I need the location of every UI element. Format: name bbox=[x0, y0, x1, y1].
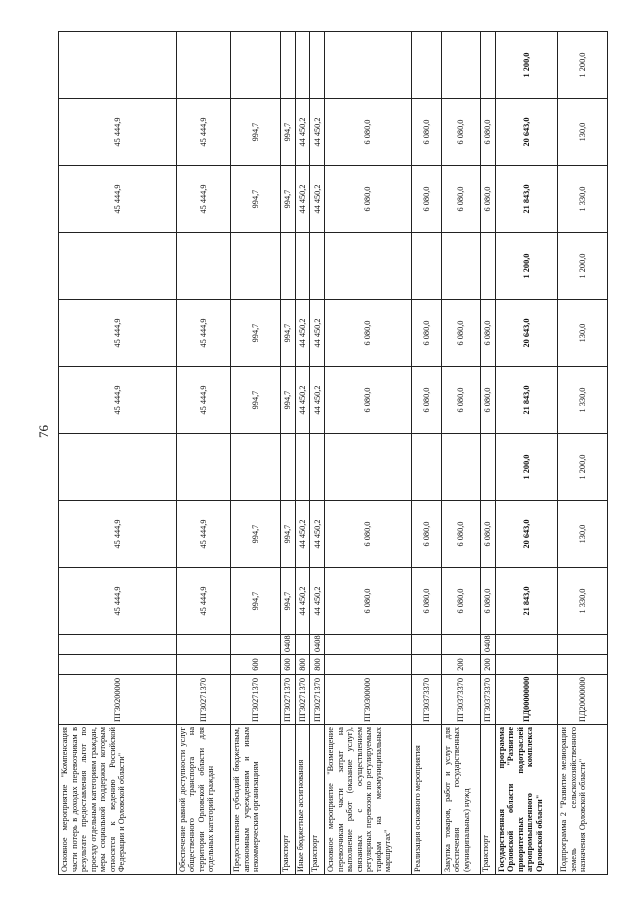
row-group-cell bbox=[495, 655, 558, 675]
row-value-1: 6 080,0 bbox=[441, 568, 480, 635]
row-code-cell: ПГ30373370 bbox=[411, 675, 441, 725]
row-value-5: 130,0 bbox=[558, 300, 608, 367]
row-value-7: 21 843,0 bbox=[495, 166, 558, 233]
row-value-2: 45 444,9 bbox=[176, 501, 230, 568]
row-value-2: 6 080,0 bbox=[325, 501, 412, 568]
row-value-5: 45 444,9 bbox=[59, 300, 177, 367]
row-value-3: 1 200,0 bbox=[558, 434, 608, 501]
row-value-4: 6 080,0 bbox=[480, 367, 495, 434]
row-section-cell bbox=[59, 635, 177, 655]
row-value-7: 6 080,0 bbox=[480, 166, 495, 233]
row-name-cell: Предоставление субсидий бюджетным, автономным учреждениям и иным некоммерческим организациям bbox=[231, 725, 281, 875]
table-row bbox=[310, 32, 325, 875]
row-value-8: 6 080,0 bbox=[441, 99, 480, 166]
row-value-3: 1 200,0 bbox=[495, 434, 558, 501]
row-value-3 bbox=[411, 434, 441, 501]
row-section-cell bbox=[558, 635, 608, 655]
row-value-7: 6 080,0 bbox=[325, 166, 412, 233]
row-section-cell: 0408 bbox=[480, 635, 495, 655]
row-code-cell: ПГ30271370 bbox=[310, 675, 325, 725]
table-row bbox=[495, 32, 558, 875]
row-section-cell bbox=[295, 635, 310, 655]
row-value-9: 1 200,0 bbox=[558, 32, 608, 99]
row-value-5: 994,7 bbox=[231, 300, 281, 367]
row-value-6 bbox=[280, 233, 295, 300]
row-value-9 bbox=[231, 32, 281, 99]
row-value-7: 44 450,2 bbox=[295, 166, 310, 233]
row-group-cell bbox=[325, 655, 412, 675]
row-value-7: 994,7 bbox=[231, 166, 281, 233]
row-name-cell: Реализация основного мероприятия bbox=[411, 725, 441, 875]
row-name-cell: Транспорт bbox=[280, 725, 295, 875]
row-value-3 bbox=[325, 434, 412, 501]
row-value-9 bbox=[59, 32, 177, 99]
row-value-8: 45 444,9 bbox=[59, 99, 177, 166]
row-value-6 bbox=[59, 233, 177, 300]
row-value-6 bbox=[310, 233, 325, 300]
row-code-cell: ПГ30271370 bbox=[231, 675, 281, 725]
row-value-3 bbox=[441, 434, 480, 501]
table-body bbox=[59, 32, 608, 875]
row-section-cell bbox=[411, 635, 441, 655]
row-section-cell bbox=[441, 635, 480, 655]
row-value-3 bbox=[310, 434, 325, 501]
row-value-1: 6 080,0 bbox=[480, 568, 495, 635]
row-value-5: 6 080,0 bbox=[480, 300, 495, 367]
row-code-cell: ПД20000000 bbox=[558, 675, 608, 725]
page-number: 76 bbox=[36, 425, 51, 438]
row-value-9 bbox=[176, 32, 230, 99]
row-value-9 bbox=[295, 32, 310, 99]
row-value-8: 44 450,2 bbox=[310, 99, 325, 166]
row-name-cell: Основное мероприятие "Компенсация части потерь в доходах перевозчикам в результате предоставления льгот по проезду отдельным категориям граждан, меры социальной поддержки которым относятся к ведению Российской Федерации и Орловской области" bbox=[59, 725, 177, 875]
row-value-8: 994,7 bbox=[231, 99, 281, 166]
row-value-4: 6 080,0 bbox=[325, 367, 412, 434]
row-section-cell bbox=[325, 635, 412, 655]
row-value-6: 1 200,0 bbox=[495, 233, 558, 300]
row-value-9: 1 200,0 bbox=[495, 32, 558, 99]
table-row bbox=[176, 32, 230, 875]
budget-table bbox=[58, 31, 608, 875]
row-value-5: 6 080,0 bbox=[411, 300, 441, 367]
row-value-7: 44 450,2 bbox=[310, 166, 325, 233]
row-value-2: 6 080,0 bbox=[441, 501, 480, 568]
row-value-4: 44 450,2 bbox=[295, 367, 310, 434]
row-value-4: 45 444,9 bbox=[59, 367, 177, 434]
row-value-4: 994,7 bbox=[280, 367, 295, 434]
row-value-1: 6 080,0 bbox=[325, 568, 412, 635]
row-value-2: 130,0 bbox=[558, 501, 608, 568]
row-value-5: 44 450,2 bbox=[295, 300, 310, 367]
row-code-cell: ПГ30300000 bbox=[325, 675, 412, 725]
row-value-3 bbox=[59, 434, 177, 501]
row-value-9 bbox=[441, 32, 480, 99]
row-value-8: 6 080,0 bbox=[480, 99, 495, 166]
row-value-2: 44 450,2 bbox=[295, 501, 310, 568]
table-row bbox=[295, 32, 310, 875]
row-value-1: 6 080,0 bbox=[411, 568, 441, 635]
row-name-cell: Обеспечение равной доступности услуг общественного транспорта на территории Орловской области для отдельных категорий граждан bbox=[176, 725, 230, 875]
row-group-cell: 600 bbox=[280, 655, 295, 675]
row-value-4: 1 330,0 bbox=[558, 367, 608, 434]
row-section-cell bbox=[231, 635, 281, 655]
row-value-9 bbox=[411, 32, 441, 99]
row-section-cell bbox=[176, 635, 230, 655]
row-value-1: 45 444,9 bbox=[176, 568, 230, 635]
row-value-4: 45 444,9 bbox=[176, 367, 230, 434]
row-value-6 bbox=[441, 233, 480, 300]
row-name-cell: Закупка товаров, работ и услуг для обеспечения государственных (муниципальных) нужд bbox=[441, 725, 480, 875]
row-value-8: 130,0 bbox=[558, 99, 608, 166]
row-value-1: 45 444,9 bbox=[59, 568, 177, 635]
table-row bbox=[480, 32, 495, 875]
row-value-5: 6 080,0 bbox=[325, 300, 412, 367]
row-value-8: 45 444,9 bbox=[176, 99, 230, 166]
row-value-9 bbox=[310, 32, 325, 99]
row-value-9 bbox=[280, 32, 295, 99]
row-value-5: 20 643,0 bbox=[495, 300, 558, 367]
row-value-6 bbox=[295, 233, 310, 300]
row-group-cell: 800 bbox=[295, 655, 310, 675]
row-value-9 bbox=[480, 32, 495, 99]
row-value-8: 20 643,0 bbox=[495, 99, 558, 166]
row-group-cell bbox=[176, 655, 230, 675]
row-name-cell: Иные бюджетные ассигнования bbox=[295, 725, 310, 875]
row-value-2: 6 080,0 bbox=[480, 501, 495, 568]
row-group-cell: 200 bbox=[441, 655, 480, 675]
row-value-6 bbox=[325, 233, 412, 300]
row-value-3 bbox=[231, 434, 281, 501]
row-value-5: 994,7 bbox=[280, 300, 295, 367]
row-value-6 bbox=[411, 233, 441, 300]
row-value-9 bbox=[325, 32, 412, 99]
row-value-8: 6 080,0 bbox=[411, 99, 441, 166]
row-value-7: 6 080,0 bbox=[411, 166, 441, 233]
row-group-cell bbox=[59, 655, 177, 675]
table-row bbox=[231, 32, 281, 875]
row-name-cell: Основное мероприятие "Возмещение перевозчикам части затрат на выполнение работ (оказание услуг), связанных с осуществлением регулярных перевозок по регулируемым тарифам на межмуниципальных маршрутах" bbox=[325, 725, 412, 875]
row-group-cell bbox=[411, 655, 441, 675]
row-value-4: 21 843,0 bbox=[495, 367, 558, 434]
row-value-2: 44 450,2 bbox=[310, 501, 325, 568]
row-section-cell bbox=[495, 635, 558, 655]
row-value-2: 20 643,0 bbox=[495, 501, 558, 568]
row-value-1: 21 843,0 bbox=[495, 568, 558, 635]
budget-table-container bbox=[58, 42, 608, 875]
row-value-1: 44 450,2 bbox=[295, 568, 310, 635]
table-row bbox=[280, 32, 295, 875]
row-code-cell: ПГ30271370 bbox=[176, 675, 230, 725]
row-value-7: 6 080,0 bbox=[441, 166, 480, 233]
row-value-3 bbox=[295, 434, 310, 501]
row-value-5: 45 444,9 bbox=[176, 300, 230, 367]
row-value-3 bbox=[280, 434, 295, 501]
table-row bbox=[411, 32, 441, 875]
row-name-cell: Транспорт bbox=[310, 725, 325, 875]
row-group-cell: 800 bbox=[310, 655, 325, 675]
table-row bbox=[558, 32, 608, 875]
row-group-cell: 600 bbox=[231, 655, 281, 675]
row-name-cell: Подпрограмма 2 "Развитие мелиорации земель сельскохозяйственного назначения Орловской области" bbox=[558, 725, 608, 875]
table-row bbox=[325, 32, 412, 875]
row-value-7: 45 444,9 bbox=[176, 166, 230, 233]
row-value-6: 1 200,0 bbox=[558, 233, 608, 300]
row-code-cell: ПГ30373370 bbox=[480, 675, 495, 725]
row-value-7: 45 444,9 bbox=[59, 166, 177, 233]
table-row bbox=[441, 32, 480, 875]
row-value-8: 44 450,2 bbox=[295, 99, 310, 166]
row-code-cell: ПД00000000 bbox=[495, 675, 558, 725]
row-value-2: 45 444,9 bbox=[59, 501, 177, 568]
row-value-7: 1 330,0 bbox=[558, 166, 608, 233]
row-name-cell: Государственная программа Орловской области "Развитие приоритетных подотраслей агропромышленного комплекса Орловской области" bbox=[495, 725, 558, 875]
row-value-2: 6 080,0 bbox=[411, 501, 441, 568]
row-group-cell bbox=[558, 655, 608, 675]
table-row bbox=[59, 32, 177, 875]
row-value-4: 6 080,0 bbox=[441, 367, 480, 434]
row-code-cell: ПГ30200000 bbox=[59, 675, 177, 725]
row-value-6 bbox=[480, 233, 495, 300]
row-section-cell: 0408 bbox=[280, 635, 295, 655]
row-value-7: 994,7 bbox=[280, 166, 295, 233]
row-value-2: 994,7 bbox=[280, 501, 295, 568]
row-value-2: 994,7 bbox=[231, 501, 281, 568]
row-value-5: 44 450,2 bbox=[310, 300, 325, 367]
row-value-1: 994,7 bbox=[280, 568, 295, 635]
row-value-1: 1 330,0 bbox=[558, 568, 608, 635]
row-code-cell: ПГ30271370 bbox=[295, 675, 310, 725]
row-value-4: 994,7 bbox=[231, 367, 281, 434]
row-value-6 bbox=[176, 233, 230, 300]
row-code-cell: ПГ30373370 bbox=[441, 675, 480, 725]
row-group-cell: 200 bbox=[480, 655, 495, 675]
row-value-3 bbox=[176, 434, 230, 501]
row-value-5: 6 080,0 bbox=[441, 300, 480, 367]
row-value-4: 44 450,2 bbox=[310, 367, 325, 434]
row-value-4: 6 080,0 bbox=[411, 367, 441, 434]
row-value-6 bbox=[231, 233, 281, 300]
row-section-cell: 0408 bbox=[310, 635, 325, 655]
row-value-8: 994,7 bbox=[280, 99, 295, 166]
row-code-cell: ПГ30271370 bbox=[280, 675, 295, 725]
row-value-3 bbox=[480, 434, 495, 501]
row-name-cell: Транспорт bbox=[480, 725, 495, 875]
row-value-1: 44 450,2 bbox=[310, 568, 325, 635]
row-value-1: 994,7 bbox=[231, 568, 281, 635]
row-value-8: 6 080,0 bbox=[325, 99, 412, 166]
